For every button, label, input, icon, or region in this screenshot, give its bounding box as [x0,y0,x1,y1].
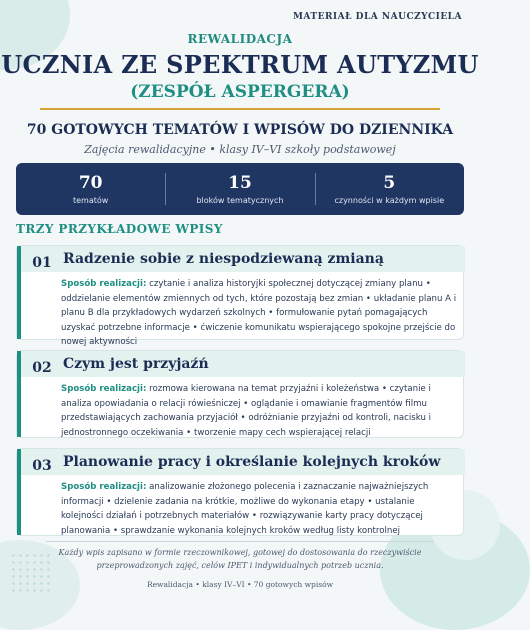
card-title: Czym jest przyjaźń [63,356,209,372]
intro-heading: 70 GOTOWYCH TEMATÓW I WPISÓW DO DZIENNIKA [26,122,454,138]
stat-blocks [165,163,314,215]
method-text: rozmowa kierowana na temat przyjaźni i koleżeństwa • czytanie i analiza opowiadania o relacji rówieśniczej • oglądanie i omawianie fragmentów filmu przedstawiających zachowania przyjaciół • odróżnianie przyjaźni od kontroli, nacisku i jednostronnego oczekiwania • tworzenie mapy cech wspierającej relacji [61,384,432,438]
card-body [61,382,457,440]
stats-band [16,163,464,215]
card-body [61,480,457,538]
intro-subheading: Zajęcia rewalidacyjne • klasy IV–VI szkoły podstawowej [84,143,396,156]
method-label: Sposób realizacji: [61,384,147,394]
examples-heading: TRZY PRZYKŁADOWE WPISY [16,222,223,236]
footer-line: Rewalidacja • klasy IV–VI • 70 gotowych wpisów [146,580,334,589]
stat-label: czynności w każdym wpisie [334,196,445,205]
card-number: 03 [32,458,52,474]
corner-label: MATERIAŁ DLA NAUCZYCIELA [292,12,462,22]
card-body [61,277,457,350]
card-title: Planowanie pracy i określanie kolejnych kroków [63,454,441,470]
stat-number: 5 [383,173,396,193]
stat-number: 70 [78,173,103,193]
card-accent-bar [17,449,21,535]
page-subtitle: (ZESPÓŁ ASPERGERA) [130,82,350,102]
stat-label: bloków tematycznych [196,196,284,205]
stat-label: tematów [73,196,109,205]
method-label: Sposób realizacji: [61,279,147,289]
example-card-1 [16,245,464,348]
stat-number: 15 [228,173,252,193]
stat-activities [315,163,464,215]
method-text: czytanie i analiza historyjki społecznej dotyczącej zmiany planu • oddzielanie elementów zmiennych od tych, które pozostają bez zmian • układanie planu A i planu B dla przykładowych wydarzeń szkolnych • formułowanie pytań pomagających uzyskać potrzebne informacje • ćwiczenie komunikatu wspierającego spokojne przejście do nowej aktywności [61,279,457,348]
method-label: Sposób realizacji: [61,482,147,492]
page-title: UCZNIA ZE SPEKTRUM AUTYZMU [1,50,479,79]
gold-divider [40,108,440,110]
card-number: 02 [32,360,52,376]
footer-divider [46,541,434,542]
example-card-3 [16,448,464,536]
card-accent-bar [17,246,21,339]
kicker: REWALIDACJA [187,32,293,46]
card-accent-bar [17,351,21,437]
example-card-2 [16,350,464,438]
card-number: 01 [32,255,52,271]
method-text: analizowanie złożonego polecenia i zaznaczanie najważniejszych informacji • dzielenie zadania na krótkie, możliwe do wykonania etapy • ustalanie kolejności działań i potrzebnych materiałów • rozwiązywanie karty pracy dotyczącej planowania • sprawdzanie wykonania kolejnych kroków według listy kontrolnej [61,482,429,536]
footer-note: Każdy wpis zapisano w formie rzeczownikowej, gotowej do dostosowania do rzeczywiście przeprowadzonych zajęć, celów IPET i indywidualnych potrzeb ucznia. [58,548,422,570]
stat-topics [16,163,165,215]
card-title: Radzenie sobie z niespodziewaną zmianą [63,251,384,267]
